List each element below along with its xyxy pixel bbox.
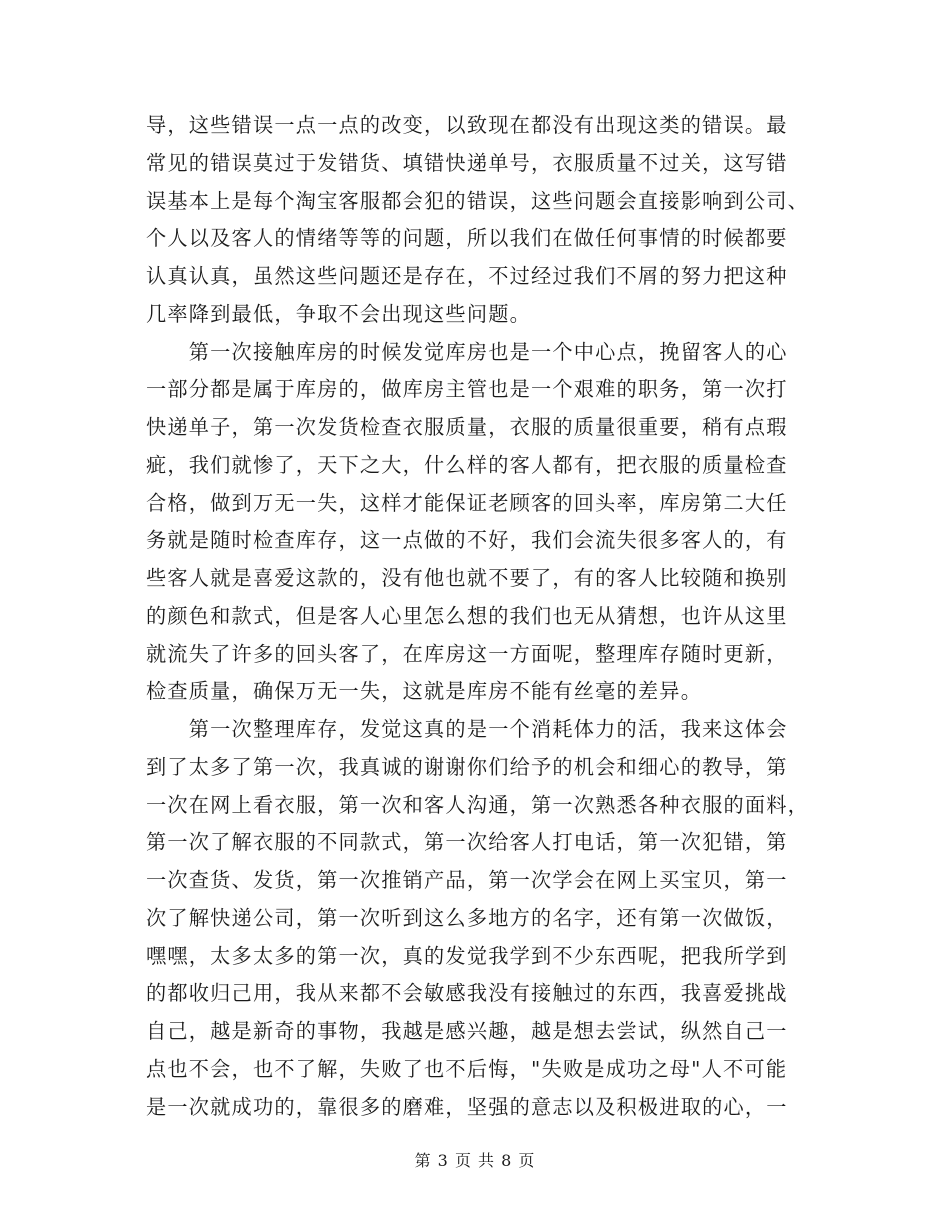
text-line: 几率降到最低，争取不会出现这些问题。 (146, 301, 531, 326)
text-line: 是一次就成功的，靠很多的磨难，坚强的意志以及积极进取的心，一 (146, 1094, 788, 1119)
text-line: 一部分都是属于库房的，做库房主管也是一个艰难的职务，第一次打 (146, 377, 788, 402)
text-line: 误基本上是每个淘宝客服都会犯的错误，这些问题会直接影响到公司、 (146, 188, 810, 213)
text-line: 次了解快递公司，第一次听到这么多地方的名字，还有第一次做饭， (146, 905, 788, 930)
text-line: 的都收归己用，我从来都不会敏感我没有接触过的东西，我喜爱挑战 (146, 981, 788, 1006)
text-line: 常见的错误莫过于发错货、填错快递单号，衣服质量不过关，这写错 (146, 150, 788, 175)
text-line: 合格，做到万无一失，这样才能保证老顾客的回头率，库房第二大任 (146, 490, 788, 515)
text-line: 第一次了解衣服的不同款式，第一次给客人打电话，第一次犯错，第 (146, 830, 788, 855)
text-line: 认真认真，虽然这些问题还是存在，不过经过我们不屑的努力把这种 (146, 264, 788, 288)
text-line: 一次在网上看衣服，第一次和客人沟通，第一次熟悉各种衣服的面料， (146, 792, 810, 817)
text-line: 一次查货、发货，第一次推销产品，第一次学会在网上买宝贝，第一 (146, 868, 788, 892)
text-line: 些客人就是喜爱这款的，没有他也就不要了，有的客人比较随和换别 (146, 566, 788, 590)
text-line: 疵，我们就惨了，天下之大，什么样的客人都有，把衣服的质量检查 (146, 452, 788, 477)
text-line: 检查质量，确保万无一失，这就是库房不能有丝毫的差异。 (146, 679, 703, 704)
text-line: 嘿嘿，太多太多的第一次，真的发觉我学到不少东西呢，把我所学到 (146, 943, 788, 968)
text-line: 的颜色和款式，但是客人心里怎么想的我们也无从猜想，也许从这里 (146, 603, 788, 628)
page-footer: 第 3 页 共 8 页 (414, 1151, 536, 1170)
text-line: 就流失了许多的回头客了，在库房这一方面呢，整理库存随时更新， (146, 641, 788, 666)
body-text (146, 107, 810, 1126)
text-line: 自己，越是新奇的事物，我越是感兴趣，越是想去尝试，纵然自己一 (146, 1019, 788, 1043)
text-line: 务就是随时检查库存，这一点做的不好，我们会流失很多客人的，有 (146, 528, 788, 553)
text-line: 个人以及客人的情绪等等的问题，所以我们在做任何事情的时候都要 (146, 226, 788, 251)
text-line: 导，这些错误一点一点的改变，以致现在都没有出现这类的错误。最 (146, 113, 788, 137)
text-line: 点也不会，也不了解，失败了也不后悔，"失败是成功之母"人不可能 (146, 1056, 788, 1081)
text-line: 第一次整理库存，发觉这真的是一个消耗体力的活，我来这体会 (146, 717, 788, 741)
text-line: 第一次接触库房的时候发觉库房也是一个中心点，挽留客人的心 (146, 339, 788, 364)
text-line: 快递单子，第一次发货检查衣服质量，衣服的质量很重要，稍有点瑕 (146, 415, 788, 439)
text-line: 到了太多了第一次，我真诚的谢谢你们给予的机会和细心的教导，第 (146, 754, 788, 779)
